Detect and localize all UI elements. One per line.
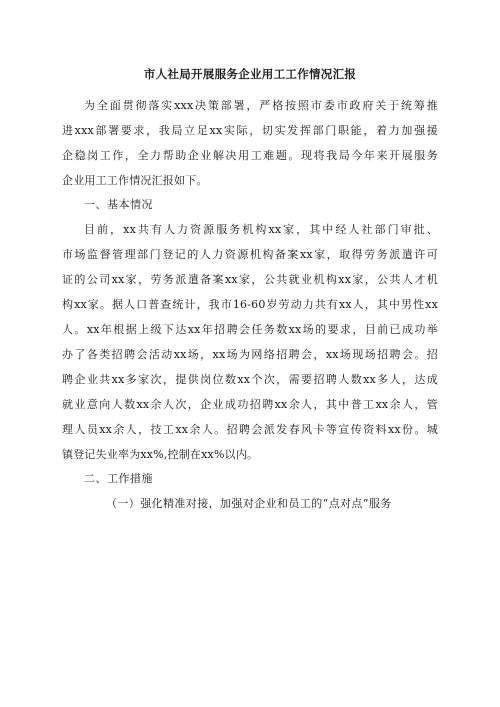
section1-line-6: 办了各类招聘会活动xx场，xx场为网络招聘会，xx场现场招聘会。招 xyxy=(62,348,438,361)
intro-line-2: 进xxx部署要求，我局立足xx实际，切实发挥部门职能，着力加强援 xyxy=(62,124,438,137)
intro-line-3: 企稳岗工作，全力帮助企业解决用工难题。现将我局今年来开展服务 xyxy=(62,149,438,162)
section1-line-10: 镇登记失业率为xx%,控制在xx%以内。 xyxy=(62,448,259,461)
section1-line-5: 人。xx年根据上级下达xx年招聘会任务数xx场的要求，目前已成功举 xyxy=(62,323,438,336)
intro-line-1: 为全面贯彻落实xxx决策部署，严格按照市委市政府关于统筹推 xyxy=(84,99,438,112)
section1-line-1: 目前，xx共有人力资源服务机构xx家，其中经人社部门审批、 xyxy=(84,223,438,236)
section1-line-8: 就业意向人数xx余人次，企业成功招聘xx余人，其中普工xx余人，管 xyxy=(62,398,438,411)
intro-line-4: 企业用工工作情况汇报如下。 xyxy=(62,174,208,187)
section-heading-work-measures: 二、工作措施 xyxy=(84,472,153,485)
subsection-heading-1: （一）强化精准对接，加强对企业和员工的“点对点”服务 xyxy=(106,497,392,510)
section1-line-7: 聘企业共xx多家次，提供岗位数xx个次，需要招聘人数xx多人，达成 xyxy=(62,373,438,386)
section1-line-3: 证的公司xx家，劳务派遣备案xx家，公共就业机构xx家，公共人才机 xyxy=(62,273,438,286)
section-heading-basic-info: 一、基本情况 xyxy=(84,198,153,211)
section1-line-2: 市场监督管理部门登记的人力资源机构备案xx家，取得劳务派遣许可 xyxy=(62,248,438,261)
section1-line-4: 构xx家。据人口普查统计，我市16-60岁劳动力共有xx人，其中男性xx xyxy=(62,298,438,311)
section1-line-9: 理人员xx余人，技工xx余人。招聘会派发春风卡等宣传资料xx份。城 xyxy=(62,423,438,436)
document-title: 市人社局开展服务企业用工工作情况汇报 xyxy=(143,67,357,81)
